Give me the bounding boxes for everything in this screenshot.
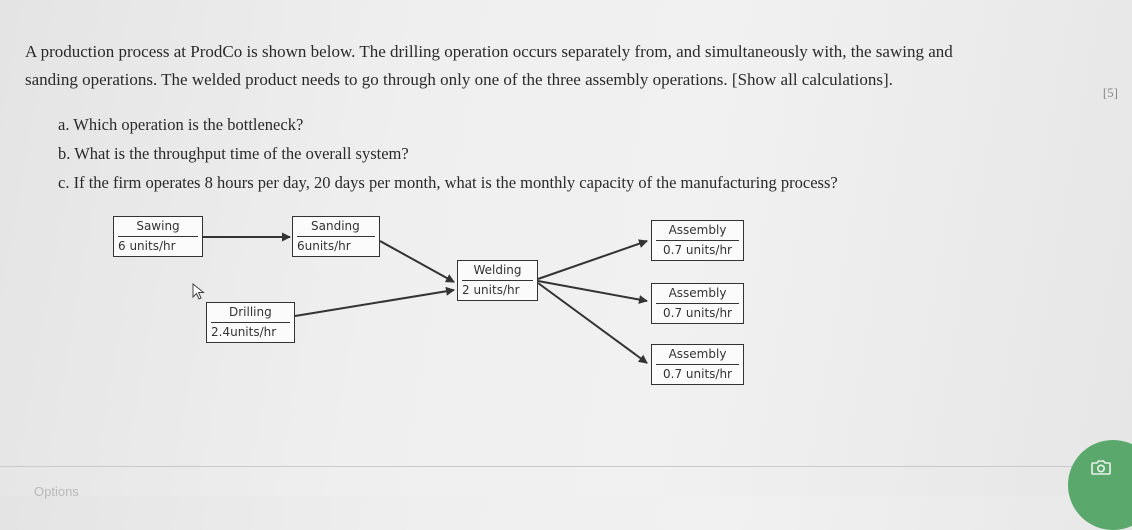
part-b: b. What is the throughput time of the overall system?: [58, 144, 409, 163]
arrow-welding-assembly3: [538, 283, 647, 363]
assembly-box-3: [651, 344, 744, 385]
welding-name: Welding: [462, 261, 533, 281]
drilling-rate: 2.4units/hr: [211, 325, 277, 339]
assembly-2-name: Assembly: [656, 284, 739, 304]
welding-rate: 2 units/hr: [462, 283, 520, 297]
arrow-drilling-welding: [295, 290, 454, 316]
assembly-3-rate: 0.7 units/hr: [663, 367, 732, 381]
part-a: a. Which operation is the bottleneck?: [58, 115, 304, 134]
sawing-box: [113, 216, 203, 257]
arrow-welding-assembly2: [538, 281, 647, 301]
question-line-2: sanding operations. The welded product needs to go through only one of the three assembly operations. [Show all calculations].: [25, 70, 893, 89]
arrow-sanding-welding: [380, 241, 454, 282]
question-line-1: A production process at ProdCo is shown below. The drilling operation occurs separately from, and simultaneously with, the sawing and: [25, 42, 953, 61]
marks-label: [5]: [1102, 85, 1118, 100]
options-link[interactable]: Options: [34, 484, 79, 499]
part-c: c. If the firm operates 8 hours per day, 20 days per month, what is the monthly capacity of the manufacturing process?: [58, 173, 838, 192]
assembly-1-name: Assembly: [656, 221, 739, 241]
sanding-rate: 6units/hr: [297, 239, 351, 253]
sawing-rate: 6 units/hr: [118, 239, 176, 253]
arrow-welding-assembly1: [538, 241, 647, 279]
page-divider: [0, 466, 1132, 467]
camera-icon[interactable]: [1091, 460, 1111, 475]
sanding-name: Sanding: [297, 217, 375, 237]
drilling-name: Drilling: [211, 303, 290, 323]
drilling-box: [206, 302, 295, 343]
sawing-name: Sawing: [118, 217, 198, 237]
assembly-2-rate: 0.7 units/hr: [663, 306, 732, 320]
sanding-box: [292, 216, 380, 257]
assembly-box-2: [651, 283, 744, 324]
assembly-box-1: [651, 220, 744, 261]
mouse-pointer-icon: [192, 283, 206, 301]
assembly-3-name: Assembly: [656, 345, 739, 365]
welding-box: [457, 260, 538, 301]
assembly-1-rate: 0.7 units/hr: [663, 243, 732, 257]
